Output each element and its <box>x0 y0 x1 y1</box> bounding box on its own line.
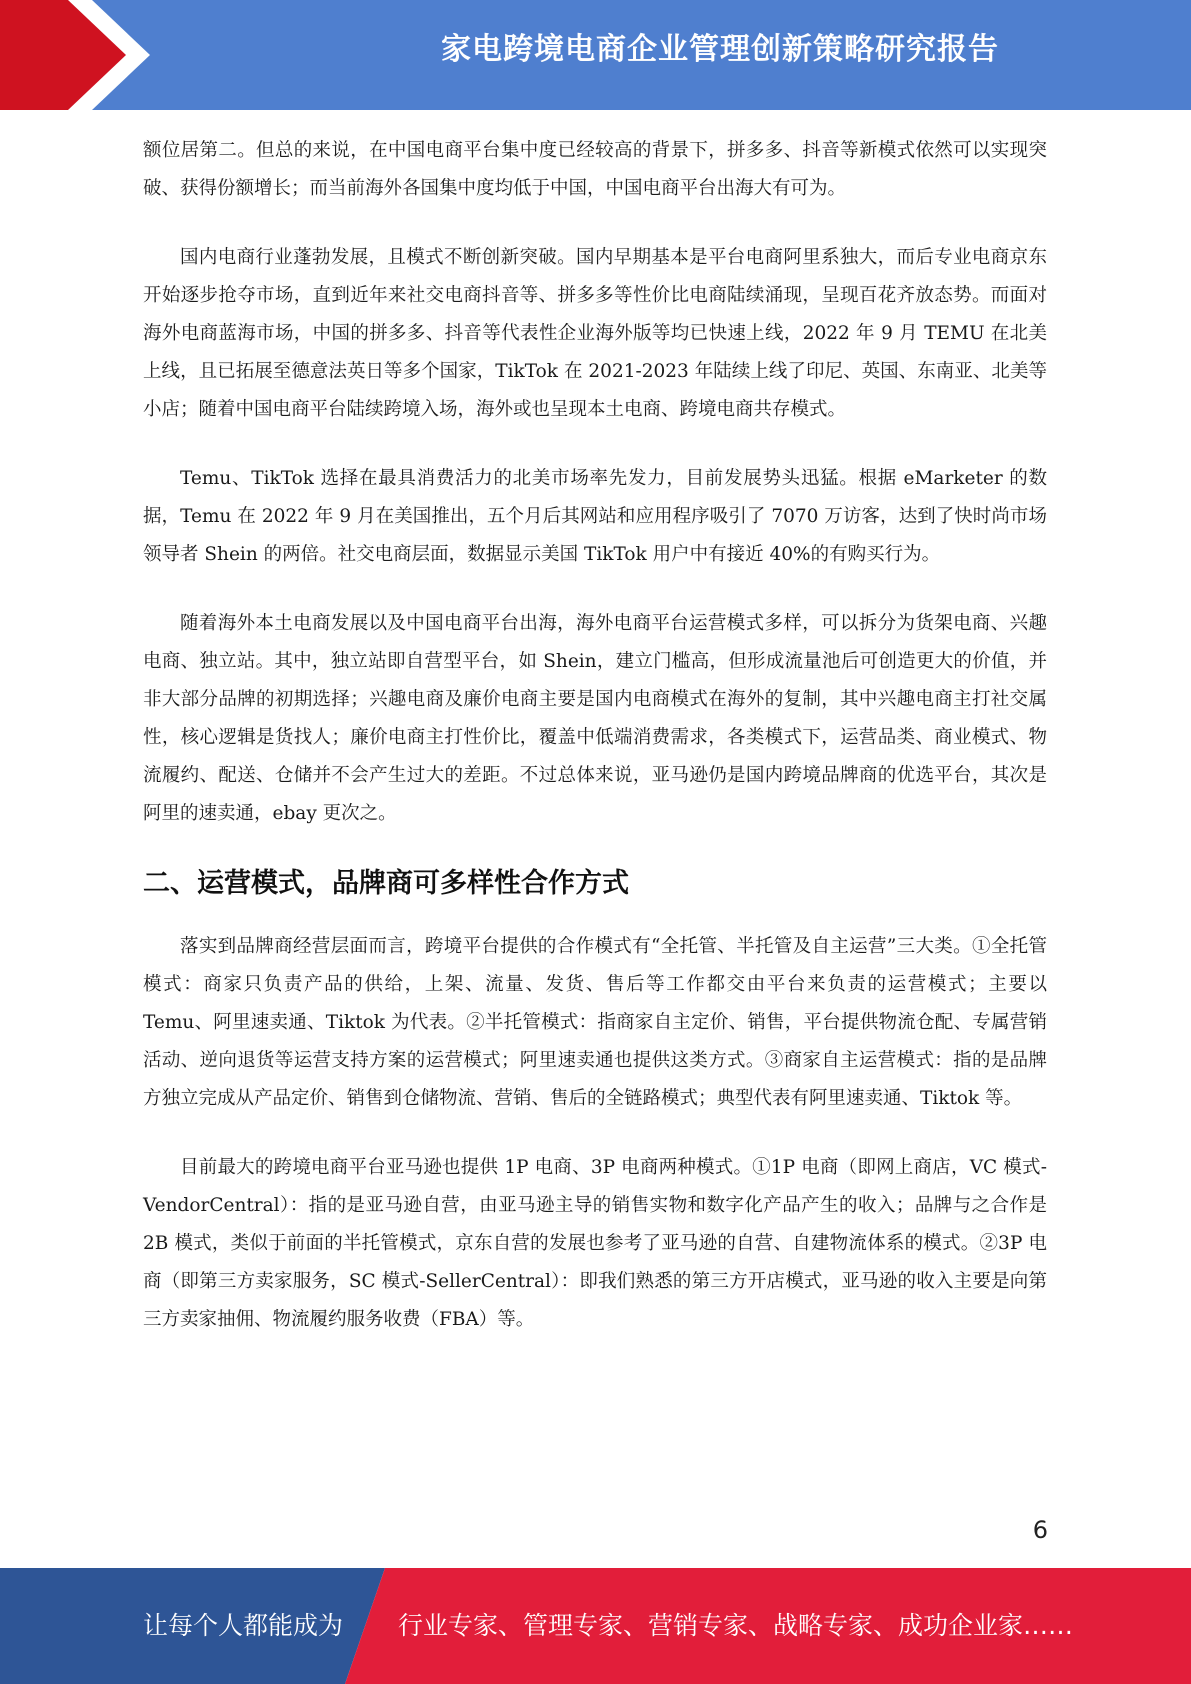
report-title: 家电跨境电商企业管理创新策略研究报告 <box>441 32 999 67</box>
paragraph: 国内电商行业蓬勃发展，且模式不断创新突破。国内早期基本是平台电商阿里系独大，而后专业电商京东开始逐步抢夺市场，直到近年来社交电商抖音等、拼多多等性价比电商陆续涌现，呈现百花齐放态势。而面对海外电商蓝海市场，中国的拼多多、抖音等代表性企业海外版等均已快速上线，2022 年 9 月 TEMU 在北美上线，且已拓展至德意法英日等多个国家，TikTok 在 2021-2023 年陆续上线了印尼、英国、东南亚、北美等小店；随着中国电商平台陆续跨境入场，海外或也呈现本土电商、跨境电商共存模式。 <box>143 247 1047 420</box>
paragraph: 目前最大的跨境电商平台亚马逊也提供 1P 电商、3P 电商两种模式。①1P 电商（即网上商店，VC 模式-VendorCentral）：指的是亚马逊自营，由亚马逊主导的销售实物和数字化产品产生的收入；品牌与之合作是 2B 模式，类似于前面的半托管模式，京东自营的发展也参考了亚马逊的自营、自建物流体系的模式。②3P 电商（即第三方卖家服务，SC 模式-SellerCentral）：即我们熟悉的第三方开店模式，亚马逊的收入主要是向第三方卖家抽佣、物流履约服务收费（FBA）等。 <box>143 1157 1047 1330</box>
footer-slogan-left: 让每个人都能成为 <box>143 1611 344 1640</box>
page-footer <box>0 1568 1191 1684</box>
footer-slogan-right: 行业专家、管理专家、营销专家、战略专家、成功企业家…… <box>398 1611 1074 1640</box>
report-body <box>143 132 1047 1370</box>
paragraph: 落实到品牌商经营层面而言，跨境平台提供的合作模式有“全托管、半托管及自主运营”三大类。①全托管模式：商家只负责产品的供给，上架、流量、发货、售后等工作都交由平台来负责的运营模式；主要以 Temu、阿里速卖通、Tiktok 为代表。②半托管模式：指商家自主定价、销售，平台提供物流仓配、专属营销活动、逆向退货等运营支持方案的运营模式；阿里速卖通也提供这类方式。③商家自主运营模式：指的是品牌方独立完成从产品定价、销售到仓储物流、营销、售后的全链路模式；典型代表有阿里速卖通、Tiktok 等。 <box>143 936 1047 1109</box>
paragraph: 额位居第二。但总的来说，在中国电商平台集中度已经较高的背景下，拼多多、抖音等新模式依然可以实现突破、获得份额增长；而当前海外各国集中度均低于中国，中国电商平台出海大有可为。 <box>143 140 1047 199</box>
paragraph: 随着海外本土电商发展以及中国电商平台出海，海外电商平台运营模式多样，可以拆分为货架电商、兴趣电商、独立站。其中，独立站即自营型平台，如 Shein，建立门槛高，但形成流量池后可创造更大的价值，并非大部分品牌的初期选择；兴趣电商及廉价电商主要是国内电商模式在海外的复制，其中兴趣电商主打社交属性，核心逻辑是货找人；廉价电商主打性价比，覆盖中低端消费需求，各类模式下，运营品类、商业模式、物流履约、配送、仓储并不会产生过大的差距。不过总体来说，亚马逊仍是国内跨境品牌商的优选平台，其次是阿里的速卖通，ebay 更次之。 <box>143 613 1047 824</box>
section-heading: 二、运营模式，品牌商可多样性合作方式 <box>143 868 629 899</box>
paragraph: Temu、TikTok 选择在最具消费活力的北美市场率先发力，目前发展势头迅猛。根据 eMarketer 的数据，Temu 在 2022 年 9 月在美国推出，五个月后其网站和应用程序吸引了 7070 万访客，达到了快时尚市场领导者 Shein 的两倍。社交电商层面，数据显示美国 TikTok 用户中有接近 40%的有购买行为。 <box>143 468 1047 565</box>
page-header <box>0 0 1191 110</box>
page-number: 6 <box>1032 1516 1048 1544</box>
